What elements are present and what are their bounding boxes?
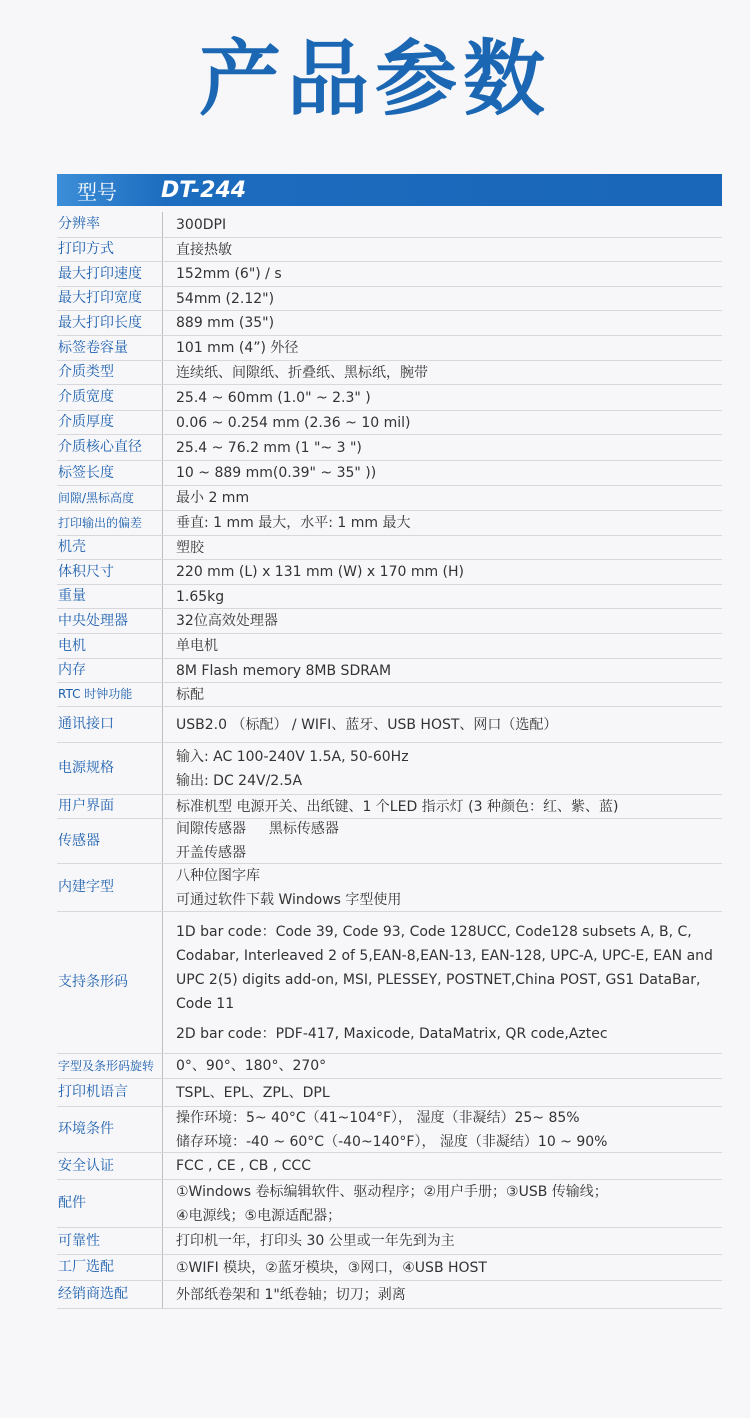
- spec-value: [162, 287, 722, 310]
- spec-value: [162, 385, 722, 410]
- spec-value: [162, 585, 722, 608]
- spec-value: [162, 411, 722, 434]
- spec-row: [57, 683, 722, 707]
- spec-value-line: 889 mm (35"): [176, 315, 275, 331]
- spec-row: [57, 1281, 722, 1309]
- spec-label: 标签长度: [58, 464, 114, 481]
- spec-row: [57, 411, 722, 435]
- spec-label: 工厂选配: [58, 1259, 114, 1276]
- spec-value-line: 间隙传感器 黑标传感器: [176, 821, 339, 837]
- spec-value: [162, 912, 722, 1053]
- spec-row: [57, 536, 722, 560]
- spec-label: 介质厚度: [58, 414, 114, 431]
- spec-value: [162, 212, 722, 237]
- spec-row: [57, 1079, 722, 1107]
- spec-value-line: TSPL、EPL、ZPL、DPL: [176, 1084, 330, 1101]
- spec-label: 介质类型: [58, 364, 114, 381]
- spec-row: [57, 912, 722, 1054]
- spec-value: [162, 511, 722, 535]
- spec-value-line: ①Windows 卷标编辑软件、驱动程序；②用户手册；③USB 传输线；: [176, 1183, 608, 1200]
- spec-value-line: 外部纸卷架和 1"纸卷轴；切刀；剥离: [176, 1286, 406, 1303]
- spec-value: [162, 1153, 722, 1179]
- spec-row: [57, 795, 722, 819]
- spec-value-line: 输入: AC 100-240V 1.5A, 50-60Hz: [176, 748, 409, 765]
- spec-label: 环境条件: [58, 1121, 114, 1138]
- spec-row: [57, 1054, 722, 1079]
- spec-value-line: 塑胶: [176, 539, 204, 556]
- spec-value-line: 直接热敏: [176, 241, 232, 258]
- spec-label: 体积尺寸: [58, 563, 114, 580]
- spec-value-line: 0.06 ~ 0.254 mm (2.36 ~ 10 mil): [176, 414, 411, 431]
- spec-value-line: 操作环境：5~ 40°C（41~104°F）， 湿度（非凝结）25~ 85%: [176, 1109, 580, 1126]
- spec-value-line: ④电源线；⑤电源适配器；: [176, 1207, 342, 1224]
- spec-value-line: ①WIFI 模块，②蓝牙模块，③网口，④USB HOST: [176, 1259, 487, 1276]
- spec-row: [57, 609, 722, 634]
- spec-value: [162, 707, 722, 742]
- spec-label: 通讯接口: [58, 716, 114, 733]
- page-title: 产品参数: [198, 32, 551, 127]
- spec-value-line: 打印机一年，打印头 30 公里或一年先到为主: [176, 1233, 455, 1249]
- spec-value-line: 可通过软件下载 Windows 字型使用: [176, 891, 402, 908]
- spec-label: 打印输出的偏差: [58, 515, 143, 530]
- spec-value-line: 10 ~ 889 mm(0.39" ~ 35" )): [176, 465, 377, 481]
- spec-value: [162, 795, 722, 818]
- spec-row: [57, 707, 722, 743]
- spec-value-line: 32位高效处理器: [176, 613, 278, 629]
- spec-value: [162, 560, 722, 584]
- spec-label: 打印机语言: [58, 1084, 128, 1101]
- spec-row: [57, 511, 722, 536]
- spec-value-line: 54mm (2.12"): [176, 290, 275, 307]
- spec-label: 介质宽度: [58, 389, 114, 406]
- spec-value: [162, 819, 722, 863]
- spec-label: 最大打印长度: [58, 314, 142, 331]
- spec-label: 分辨率: [58, 216, 100, 233]
- spec-label: 机壳: [58, 539, 86, 556]
- spec-table: [57, 212, 722, 1309]
- spec-value: [162, 1107, 722, 1152]
- spec-value: [162, 1180, 722, 1227]
- spec-row: [57, 1255, 722, 1281]
- spec-row: [57, 1107, 722, 1153]
- spec-value-line: Code 11: [176, 995, 235, 1012]
- spec-label: 配件: [58, 1195, 86, 1212]
- spec-value: [162, 461, 722, 485]
- spec-row: [57, 287, 722, 311]
- spec-row: [57, 1228, 722, 1255]
- spec-label: 经销商选配: [58, 1286, 128, 1303]
- spec-value: [162, 486, 722, 510]
- spec-row: [57, 361, 722, 385]
- spec-value-line: USB2.0 （标配） / WIFI、蓝牙、USB HOST、网口（选配）: [176, 716, 558, 733]
- spec-value-line: 1D bar code：Code 39, Code 93, Code 128UCC, Code128 subsets A, B, C,: [176, 923, 692, 940]
- spec-label: 标签卷容量: [58, 339, 128, 356]
- spec-value: [162, 238, 722, 261]
- spec-value-line: 输出: DC 24V/2.5A: [176, 772, 303, 789]
- spec-row: [57, 1180, 722, 1228]
- spec-label: RTC 时钟功能: [58, 687, 133, 702]
- spec-row: [57, 336, 722, 361]
- spec-value: [162, 659, 722, 682]
- spec-value-line: 1.65kg: [176, 588, 225, 605]
- spec-row: [57, 385, 722, 411]
- spec-value: [162, 1255, 722, 1280]
- spec-value-line: Codabar, Interleaved 2 of 5,EAN-8,EAN-13, EAN-128, UPC-A, UPC-E, EAN and: [176, 947, 713, 964]
- spec-label: 打印方式: [58, 241, 114, 258]
- spec-value: [162, 864, 722, 911]
- spec-value: [162, 609, 722, 633]
- spec-value-line: 单电机: [176, 638, 218, 654]
- spec-row: [57, 435, 722, 461]
- spec-label: 传感器: [58, 832, 100, 849]
- spec-label: 最大打印宽度: [58, 290, 142, 307]
- spec-value-line: 8M Flash memory 8MB SDRAM: [176, 662, 392, 679]
- spec-value: [162, 743, 722, 794]
- model-value: DT-244: [161, 177, 247, 203]
- spec-value-line: 标配: [176, 686, 204, 703]
- spec-value: [162, 311, 722, 335]
- spec-row: [57, 634, 722, 659]
- spec-label: 电源规格: [58, 760, 114, 777]
- spec-value: [162, 634, 722, 658]
- spec-value-line: 开盖传感器: [176, 845, 246, 861]
- spec-value: [162, 1228, 722, 1254]
- spec-label: 内存: [58, 662, 86, 679]
- spec-value: [162, 536, 722, 559]
- spec-row: [57, 743, 722, 795]
- spec-value: [162, 1054, 722, 1078]
- spec-value: [162, 262, 722, 286]
- spec-label: 支持条形码: [58, 974, 128, 991]
- spec-value-line: 220 mm (L) x 131 mm (W) x 170 mm (H): [176, 564, 465, 580]
- spec-label: 电机: [58, 637, 86, 654]
- spec-row: [57, 238, 722, 262]
- spec-label: 中央处理器: [58, 612, 128, 629]
- spec-value-line: 垂直: 1 mm 最大，水平: 1 mm 最大: [176, 515, 411, 531]
- spec-row: [57, 1153, 722, 1180]
- spec-label: 内建字型: [58, 879, 114, 896]
- spec-label: 间隙/黑标高度: [58, 490, 135, 505]
- spec-value: [162, 336, 722, 360]
- spec-value: [162, 435, 722, 460]
- spec-value-line: 25.4 ~ 60mm (1.0" ~ 2.3" ): [176, 389, 371, 406]
- spec-value: [162, 1281, 722, 1308]
- spec-row: [57, 486, 722, 511]
- spec-row: [57, 461, 722, 486]
- spec-label: 可靠性: [58, 1232, 100, 1249]
- spec-row: [57, 659, 722, 683]
- model-header-bar: [57, 174, 722, 206]
- spec-value-line: 300DPI: [176, 216, 227, 233]
- spec-value: [162, 1079, 722, 1106]
- spec-value-line: 储存环境：-40 ~ 60°C（-40~140°F）， 湿度（非凝结）10 ~ 90%: [176, 1133, 608, 1150]
- spec-value-line: 2D bar code：PDF-417, Maxicode, DataMatrix, QR code,Aztec: [176, 1025, 608, 1042]
- spec-row: [57, 262, 722, 287]
- spec-value-line: 连续纸、间隙纸、折叠纸、黑标纸，腕带: [176, 364, 428, 381]
- spec-label: 安全认证: [58, 1157, 114, 1174]
- spec-row: [57, 212, 722, 238]
- spec-value-line: 101 mm (4”) 外径: [176, 340, 299, 356]
- spec-value-line: 标准机型 电源开关、出纸键、1 个LED 指示灯 (3 种颜色：红、紫、蓝): [176, 798, 619, 815]
- spec-label: 字型及条形码旋转: [58, 1058, 155, 1073]
- spec-label: 重量: [58, 588, 86, 605]
- spec-row: [57, 585, 722, 609]
- spec-label: 最大打印速度: [58, 265, 142, 282]
- spec-row: [57, 819, 722, 864]
- spec-value-line: 0°、90°、180°、270°: [176, 1058, 327, 1074]
- spec-label: 用户界面: [58, 798, 114, 815]
- spec-value-line: FCC , CE , CB , CCC: [176, 1158, 311, 1174]
- spec-value: [162, 361, 722, 384]
- spec-row: [57, 311, 722, 336]
- spec-value-line: 25.4 ~ 76.2 mm (1 "~ 3 "): [176, 439, 362, 456]
- spec-label: 介质核心直径: [58, 439, 142, 456]
- spec-value-line: 八种位图字库: [176, 867, 260, 884]
- model-label: 型号: [77, 179, 117, 204]
- spec-value-line: 最小 2 mm: [176, 490, 250, 506]
- spec-value-line: 152mm (6") / s: [176, 266, 282, 282]
- spec-row: [57, 560, 722, 585]
- spec-value-line: UPC 2(5) digits add-on, MSI, PLESSEY, POSTNET,China POST, GS1 DataBar,: [176, 971, 701, 988]
- spec-row: [57, 864, 722, 912]
- spec-value: [162, 683, 722, 706]
